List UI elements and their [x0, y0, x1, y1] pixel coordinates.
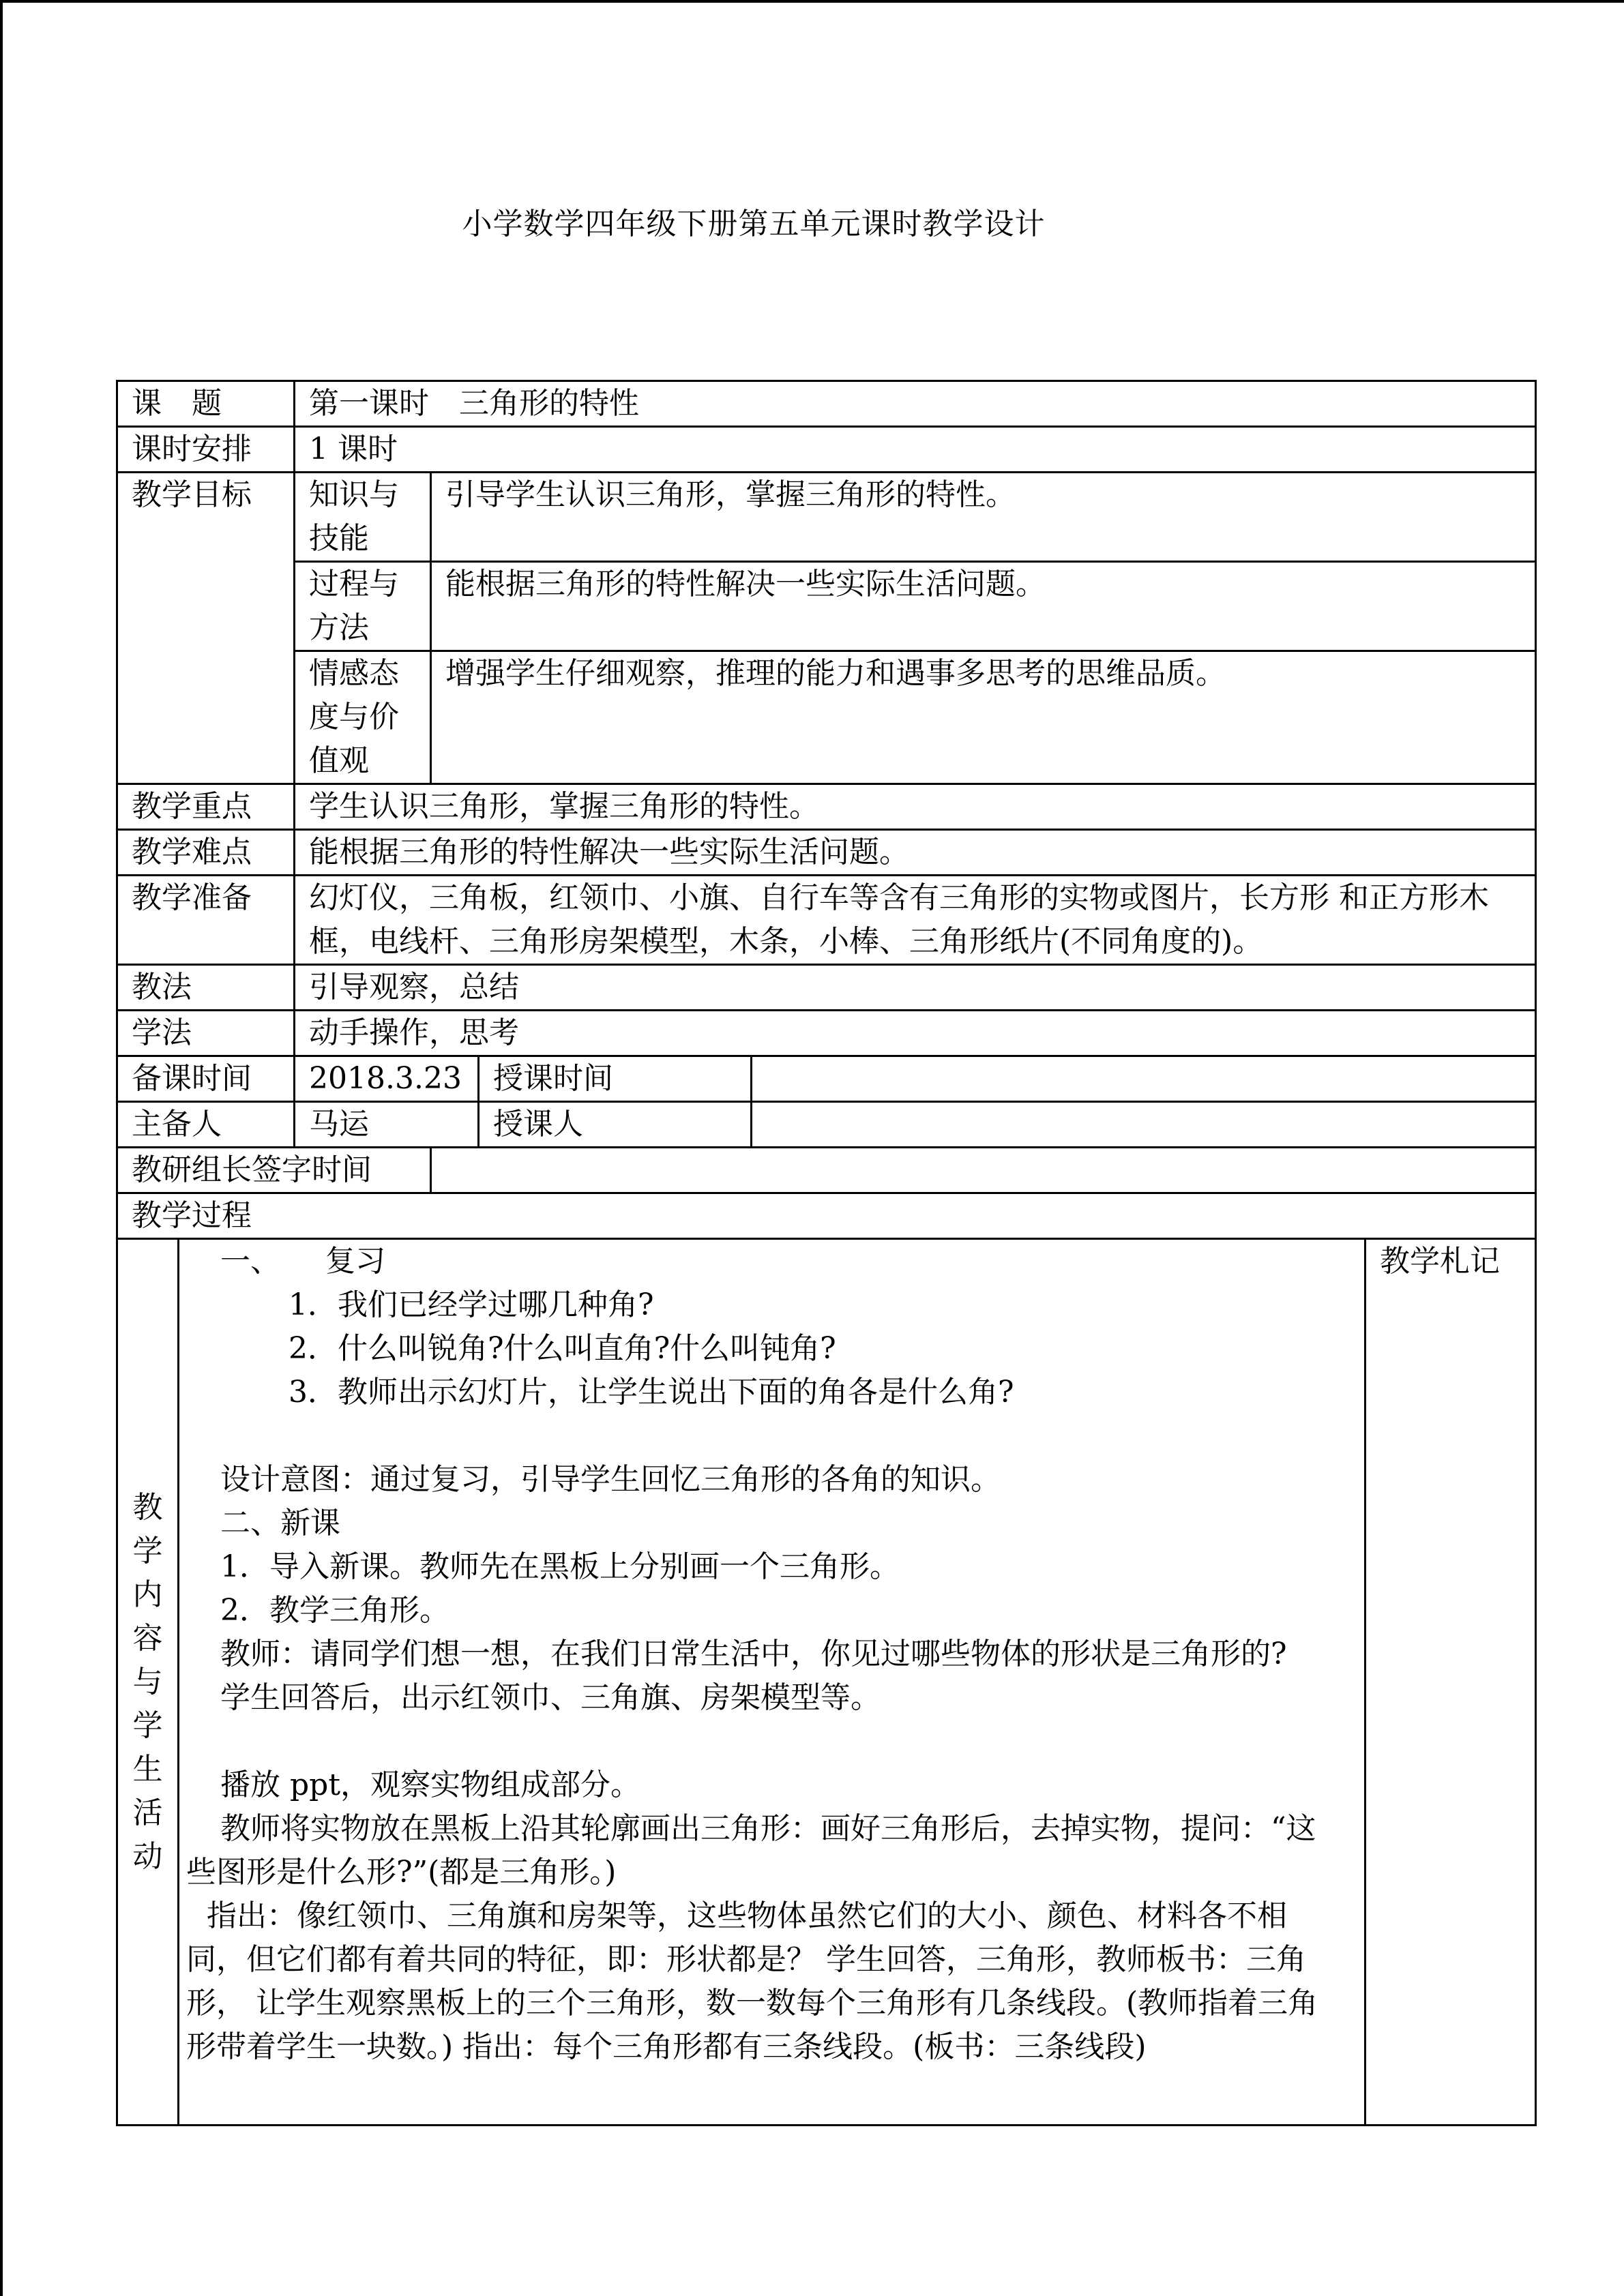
- content-line-4: 3．教师出示幻灯片，让学生说出下面的角各是什么角?: [289, 1375, 1014, 1410]
- goal-2-label: 过程与方法: [295, 562, 431, 651]
- row-method: [117, 965, 1536, 1011]
- row-schedule: [117, 427, 1536, 473]
- row-preparation: [117, 876, 1536, 965]
- content-line-6: 二、新课: [220, 1506, 340, 1540]
- content-side-label-text: 教学内容与学生活动: [132, 1489, 163, 1874]
- row-preparer: [117, 1102, 1536, 1148]
- goal-3-label: 情感态度与价值观: [295, 651, 431, 784]
- content-line-9: 教师：请同学们想一想，在我们日常生活中，你见过哪些物体的形状是三角形的?: [220, 1637, 1287, 1671]
- content-body: [179, 1239, 1365, 2126]
- goal-1-label: 知识与技能: [295, 473, 431, 562]
- document-title: 小学数学四年级下册第五单元课时教学设计: [462, 207, 1046, 241]
- study-value: 动手操作，思考: [295, 1011, 1536, 1056]
- content-line-10: 学生回答后，出示红领巾、三角旗、房架模型等。: [220, 1680, 881, 1715]
- row-goal-2: [117, 562, 1536, 651]
- content-line-8: 2．教学三角形。: [220, 1593, 449, 1628]
- content-spacer-2: [186, 1720, 1344, 1763]
- content-line-3: 2．什么叫锐角?什么叫直角?什么叫钝角?: [289, 1331, 836, 1366]
- process-label: 教学过程: [117, 1193, 1536, 1239]
- content-side-label: [117, 1239, 179, 2126]
- schedule-value: 1 课时: [295, 427, 1536, 473]
- signature-label: 教研组长签字时间: [117, 1148, 431, 1193]
- preparation-value: 幻灯仪，三角板，红领巾、小旗、自行车等含有三角形的实物或图片，长方形 和正方形木框，电线杆、三角形房架模型，木条，小棒、三角形纸片(不同角度的)。: [295, 876, 1536, 965]
- row-topic: [117, 381, 1536, 427]
- goal-2-text: 能根据三角形的特性解决一些实际生活问题。: [431, 562, 1536, 651]
- content-line-12: 教师将实物放在黑板上沿其轮廓画出三角形：画好三角形后，去掉实物，提问：“这些图形是什么形?”(都是三角形。): [186, 1811, 1316, 1890]
- key-point-value: 学生认识三角形，掌握三角形的特性。: [295, 784, 1536, 830]
- topic-value: 第一课时 三角形的特性: [295, 381, 1536, 427]
- row-goal-3: [117, 651, 1536, 784]
- signature-value: [431, 1148, 1536, 1193]
- difficulty-label: 教学难点: [117, 830, 295, 876]
- prep-time-label: 备课时间: [117, 1056, 295, 1102]
- row-study: [117, 1011, 1536, 1056]
- method-label: 教法: [117, 965, 295, 1011]
- page-left-border: [0, 0, 3, 2296]
- teach-time-label: 授课时间: [479, 1056, 752, 1102]
- schedule-label: 课时安排: [117, 427, 295, 473]
- notes-column: 教学札记: [1365, 1239, 1536, 2126]
- preparer-label: 主备人: [117, 1102, 295, 1148]
- difficulty-value: 能根据三角形的特性解决一些实际生活问题。: [295, 830, 1536, 876]
- teacher-value: [752, 1102, 1536, 1148]
- goal-3-text: 增强学生仔细观察，推理的能力和遇事多思考的思维品质。: [431, 651, 1536, 784]
- row-content: [117, 1239, 1536, 2126]
- row-difficulty: [117, 830, 1536, 876]
- study-label: 学法: [117, 1011, 295, 1056]
- content-line-11: 播放 ppt，观察实物组成部分。: [220, 1768, 640, 1802]
- prep-time-value: 2018.3.23: [295, 1056, 479, 1102]
- content-spacer-1: [186, 1414, 1344, 1458]
- page-top-border: [0, 0, 1624, 3]
- lesson-plan-table: [116, 380, 1537, 2126]
- topic-label: 课 题: [117, 381, 295, 427]
- content-line-7: 1．导入新课。教师先在黑板上分别画一个三角形。: [220, 1549, 900, 1584]
- method-value: 引导观察，总结: [295, 965, 1536, 1011]
- teach-time-value: [752, 1056, 1536, 1102]
- goal-1-text: 引导学生认识三角形，掌握三角形的特性。: [431, 473, 1536, 562]
- teacher-label: 授课人: [479, 1102, 752, 1148]
- row-prep-time: [117, 1056, 1536, 1102]
- content-line-2: 1．我们已经学过哪几种角?: [289, 1287, 654, 1322]
- content-line-13: 指出：像红领巾、三角旗和房架等，这些物体虽然它们的大小、颜色、材料各不相同，但它们都有着共同的特征，即：形状都是？ 学生回答，三角形，教师板书：三角形， 让学生观察黑板上的三个三角形，数一数每个三角形有几条线段。(教师指着三角形带着学生一块数。) 指出：每个三角形都有三条线段。(板书：三条线段): [186, 1898, 1318, 2064]
- row-process-header: [117, 1193, 1536, 1239]
- key-point-label: 教学重点: [117, 784, 295, 830]
- content-line-1: 一、 复习: [220, 1244, 385, 1279]
- row-goal-1: [117, 473, 1536, 562]
- content-line-5: 设计意图：通过复习，引导学生回忆三角形的各角的知识。: [220, 1462, 1001, 1497]
- row-key-point: [117, 784, 1536, 830]
- row-signature: [117, 1148, 1536, 1193]
- preparer-value: 马运: [295, 1102, 479, 1148]
- goals-label: 教学目标: [117, 473, 295, 784]
- preparation-label: 教学准备: [117, 876, 295, 965]
